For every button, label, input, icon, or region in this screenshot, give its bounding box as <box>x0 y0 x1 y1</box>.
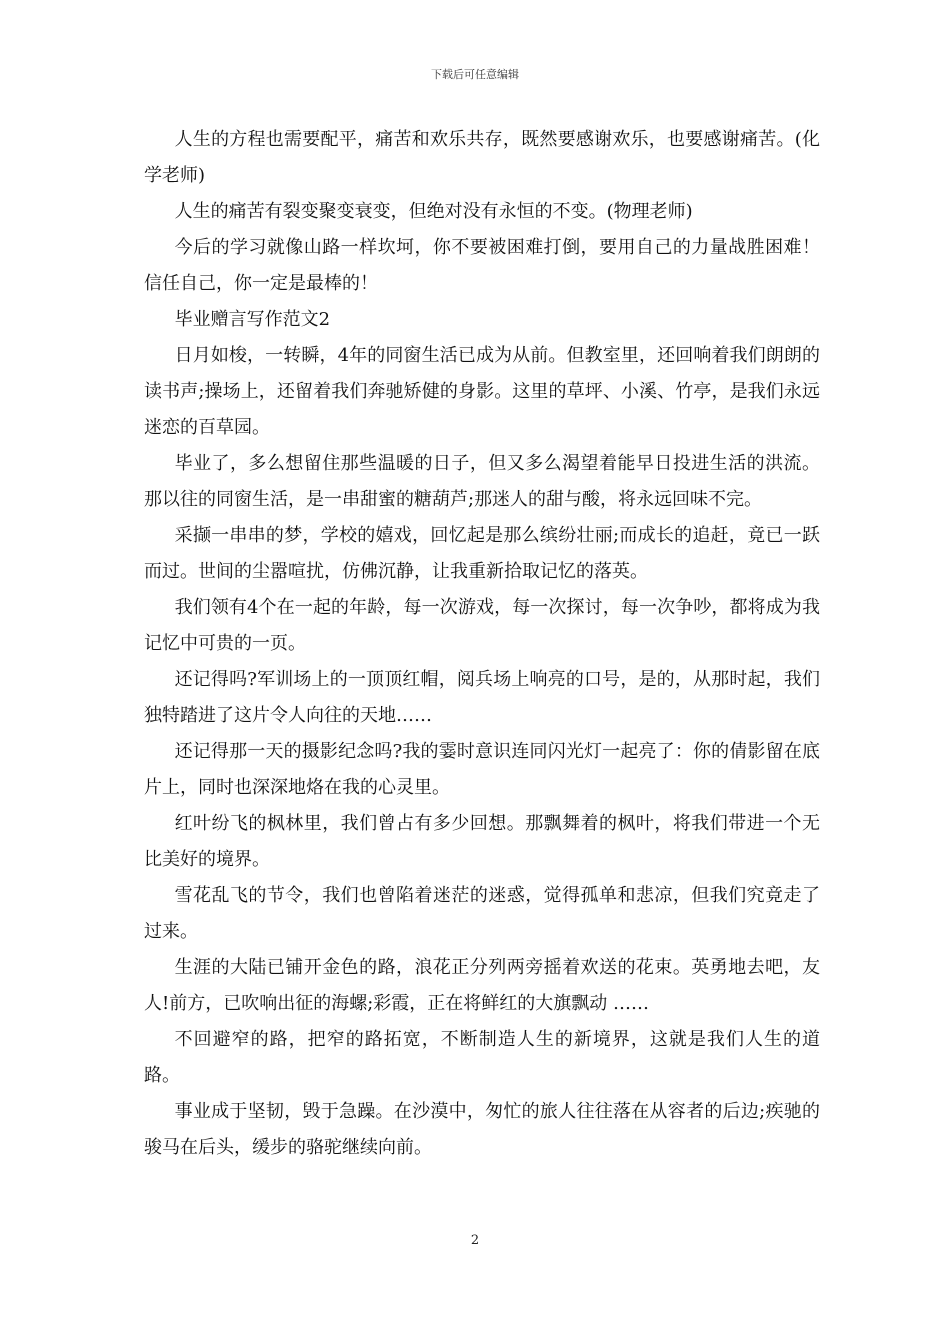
paragraph-15: 事业成于坚韧，毁于急躁。在沙漠中，匆忙的旅人往往落在从容者的后边;疾驰的骏马在后头，缓步的骆驼继续向前。 <box>144 1101 820 1158</box>
paragraph-13: 生涯的大陆已铺开金色的路，浪花正分列两旁摇着欢送的花束。英勇地去吧，友人!前方，已吹响出征的海螺;彩霞，正在将鲜红的大旗飘动 …… <box>144 957 820 1014</box>
paragraph-3: 今后的学习就像山路一样坎坷，你不要被困难打倒，要用自己的力量战胜困难！信任自己，你一定是最棒的！ <box>144 237 820 294</box>
paragraph-2: 人生的痛苦有裂变聚变衰变，但绝对没有永恒的不变。(物理老师) <box>174 201 693 222</box>
paragraph-12: 雪花乱飞的节令，我们也曾陷着迷茫的迷惑，觉得孤单和悲凉，但我们究竟走了过来。 <box>144 885 820 942</box>
paragraph-6: 毕业了，多么想留住那些温暖的日子，但又多么渴望着能早日投进生活的洪流。那以往的同窗生活，是一串甜蜜的糖葫芦;那迷人的甜与酸，将永远回味不完。 <box>144 453 820 510</box>
paragraph-8: 我们领有4个在一起的年龄，每一次游戏，每一次探讨，每一次争吵，都将成为我记忆中可贵的一页。 <box>144 597 820 654</box>
paragraph-10: 还记得那一天的摄影纪念吗?我的霎时意识连同闪光灯一起亮了：你的倩影留在底片上，同时也深深地烙在我的心灵里。 <box>144 741 820 798</box>
paragraph-5: 日月如梭，一转瞬，4年的同窗生活已成为从前。但教室里，还回响着我们朗朗的读书声;操场上，还留着我们奔驰矫健的身影。这里的草坪、小溪、竹亭，是我们永远迷恋的百草园。 <box>144 345 820 438</box>
document-body <box>144 122 820 1166</box>
page-number: 2 <box>470 1233 480 1248</box>
paragraph-1: 人生的方程也需要配平，痛苦和欢乐共存，既然要感谢欢乐，也要感谢痛苦。(化学老师) <box>144 129 820 186</box>
paragraph-7: 采撷一串串的梦，学校的嬉戏，回忆起是那么缤纷壮丽;而成长的追赶，竟已一跃而过。世间的尘嚣喧扰，仿佛沉静，让我重新拾取记忆的落英。 <box>144 525 820 582</box>
page-header: 下载后可任意编辑 <box>431 68 519 81</box>
paragraph-14: 不回避窄的路，把窄的路拓宽，不断制造人生的新境界，这就是我们人生的道路。 <box>144 1029 820 1086</box>
section-heading: 毕业赠言写作范文2 <box>174 309 331 330</box>
paragraph-11: 红叶纷飞的枫林里，我们曾占有多少回想。那飘舞着的枫叶，将我们带进一个无比美好的境界。 <box>144 813 820 870</box>
paragraph-9: 还记得吗?军训场上的一顶顶红帽，阅兵场上响亮的口号，是的，从那时起，我们独特踏进了这片令人向往的天地…… <box>144 669 820 726</box>
